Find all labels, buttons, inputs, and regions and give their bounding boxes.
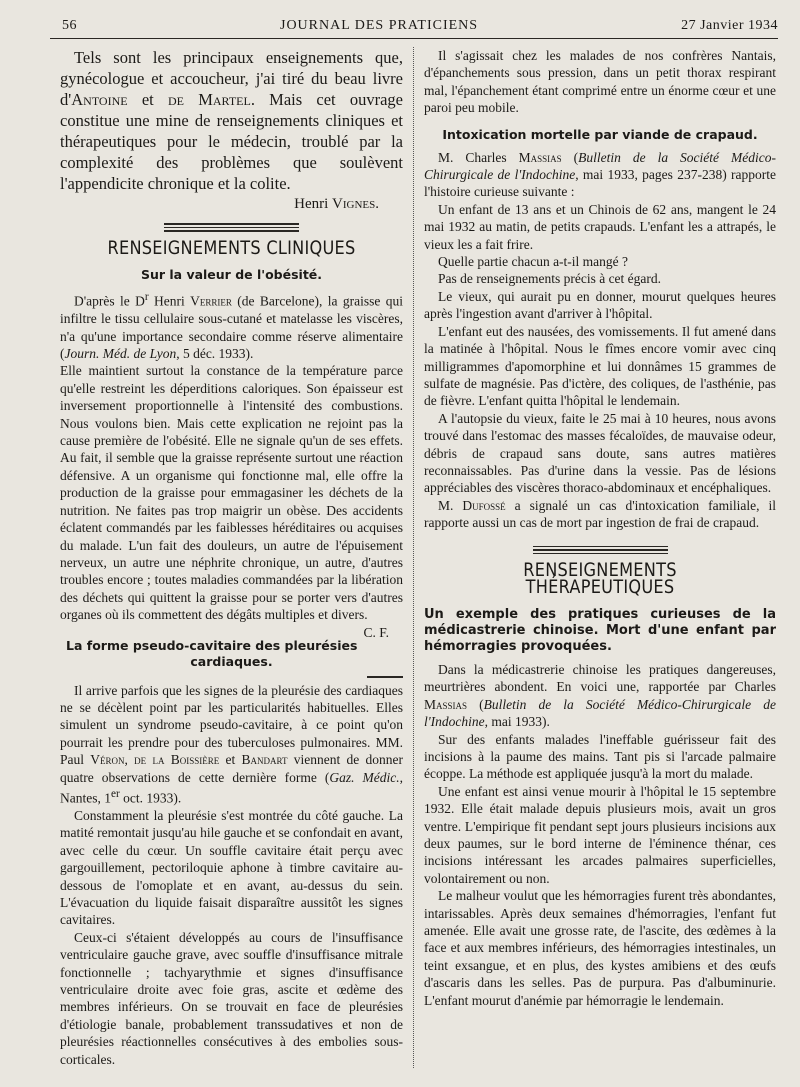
section-title-therapeutic: RENSEIGNEMENTS THÉRAPEUTIQUES [523, 559, 677, 599]
right-column [413, 47, 776, 1068]
section-divider [164, 223, 299, 232]
page-header [50, 18, 778, 39]
toad-paragraph-4: Pas de renseignements précis à cet égard. [438, 271, 662, 287]
author-signature: Henri Vignes. [294, 196, 379, 212]
pleurisy-paragraph-1: Il arrive parfois que les signes de la pleurésie des cardiaques ne se décèlent point par les particularités habituelles. Elles simulent un syndrome pseudo-cavitaire, à ce point qu'on pourrait les prendre pour des tuberculoses pulmonaires. MM. Paul Véron, de la Boissière et Bandart viennent de donner quatre observations de cette dernière forme (Gaz. Médic., Nantes, 1er oct. 1933). [60, 682, 404, 806]
article-title-obesity: Sur la valeur de l'obésité. [140, 267, 323, 283]
toad-paragraph-5: Le vieux, qui aurait pu en donner, mourut quelques heures après l'ingestion avant d'arriver à l'hôpital. [424, 288, 776, 322]
therapy-paragraph-2: Sur des enfants malades l'ineffable guérisseur fait des incisions à la paume des mains. Tant pis si l'arcade palmaire écoppe. La méthode est appliquée jusqu'à la mort du malade. [424, 731, 776, 782]
journal-title: JOURNAL DES PRATICIENS [280, 18, 479, 33]
pleurisy-paragraph-3: Ceux-ci s'étaient développés au cours de l'insuffisance ventriculaire gauche grave, avec souffle d'insuffisance mitrale fonctionnelle ; tachyarythmie et signes d'insuffisance ventriculaire droite avec foie gras, ascite et œdème des membres inférieurs. On se trouvait en face de pleurésies d'étiologie banale, probablement transsudatives et non de pleurésies réactionnelles consécutives à des embolies sous-corticales. [60, 929, 403, 1067]
obesity-signature: C. F. [363, 624, 389, 640]
pleurisy-paragraph-2: Constamment la pleurésie s'est montrée du côté gauche. La matité remontait jusqu'au hile gauche et se confondait en avant, avec celle du cœur. Un souffle cavitaire était perçu avec gargouillement, pectoriloquie aphone à timbre cavitaire au-dessous de l'omoplate et en avant, au-dessus du sein. L'évacuation du liquide faisait disparaître aussitôt les signes cavitaires. [60, 807, 403, 928]
page-number: 56 [62, 18, 77, 33]
intro-paragraph: Tels sont les principaux enseignements que, gynécologue et accoucheur, j'ai tiré du beau livre d'Antoine et de Martel. Mais cet ouvrage constitue une mine de renseignements cliniques et thérapeutiques pour le médecin, troublé par la complexité des problèmes que soulèvent l'appendicite chronique et la colite. [60, 48, 403, 193]
title-underline [367, 676, 403, 678]
issue-date: 27 Janvier 1934 [681, 18, 778, 33]
toad-paragraph-2: Un enfant de 13 ans et un Chinois de 62 ans, mangent le 24 mai 1932 au matin, de petits crapauds. L'enfant les a attrapés, le vieux les a fait frire. [424, 201, 776, 252]
section-title-clinical: RENSEIGNEMENTS CLINIQUES [107, 236, 356, 259]
toad-paragraph-1: M. Charles Massias (Bulletin de la Société Médico-Chirurgicale de l'Indochine, mai 1933, pages 237-238) rapporte l'histoire curieuse suivante : [424, 149, 776, 200]
toad-paragraph-6: L'enfant eut des nausées, des vomissements. Il fut amené dans la matinée à l'hôpital. Nous le fîmes encore vomir avec cinq milligrammes d'apomorphine et lui donnâmes 15 grammes de sulfate de magnésie. Pas d'ictère, des coliques, de l'asthénie, pas de fièvre. L'enfant quitta l'hôpital le lendemain. [424, 323, 776, 409]
toad-paragraph-8: M. Dufossé a signalé un cas d'intoxication familiale, il rapporte aussi un cas de mort par ingestion de frai de crapaud. [424, 497, 776, 531]
toad-paragraph-3: Quelle partie chacun a-t-il mangé ? [438, 254, 629, 270]
obesity-paragraph-2: Elle maintient surtout la constance de la température parce qu'elle restreint les déperditions caloriques. Son épaisseur est inversement proportionnelle à l'intensité des combustions. Nous voulons bien. Mais cette explication ne rejoint pas la cause première de l'obésité. Elle ne signale qu'un de ses effets. Au fait, il semble que la graisse représente surtout une réaction défensive. A un organisme qui fonctionne mal, elle offre la production de la graisse pour emmagasiner les déchets de la nutrition. Ne faites pas trop maigrir un obèse. Des accidents éclatent commandés par les faiblesses héréditaires ou acquises du malade. L'un fait des douleurs, un autre de l'épuisement nerveux, un autre une néphrite chronique, un autre, d'autres troubles encore ; toutes maladies commandées par la libération des déchets qui quittent la graisse pour se porter vers d'autres organes où ils commettent des dégâts multiples et divers. C. F. [60, 363, 403, 640]
article-title-pleurisy: La forme pseudo-cavitaire des pleurésies cardiaques. [66, 637, 358, 669]
therapy-paragraph-3: Une enfant est ainsi venue mourir à l'hôpital le 15 septembre 1932. Elle était malade depuis plusieurs mois, avait un gros ventre. L'empirique fit pendant sept jours plusieurs incisions aux deux paumes, sur le bord interne de l'éminence thénar, ces incisions intéressant les arcades palmaires superficielles, volontairement ou non. [424, 783, 776, 886]
pleurisy-paragraph-4: Il s'agissait chez les malades de nos confrères Nantais, d'épanchements sous pression, dans un petit thorax respirant mal, l'épanchement étant comprimé entre un énorme cœur et une paroi peu mobile. [424, 48, 776, 116]
left-column [50, 47, 413, 1068]
therapy-paragraph-1: Dans la médicastrerie chinoise les pratiques dangereuses, meurtrières abondent. En voici une, rapportée par Charles Massias (Bulletin de la Société Médico-Chirurgicale de l'Indochine, mai 1933). [424, 661, 776, 730]
obesity-paragraph-1: D'après le $D^r$ Henri Verrier (de Barcelone), la graisse qui infiltre le tissu cellulaire sous-cutané et matelasse les viscères, n'a qu'une importance secondaire comme réserve alimentaire (Journ. Méd. de Lyon, 5 déc. 1933). [60, 291, 403, 362]
section-divider-2 [533, 546, 668, 555]
therapy-paragraph-4: Le malheur voulut que les hémorragies furent très abondantes, intarissables. Après deux semaines d'hémorragies, l'enfant fut amenée. Elle avait une grosse rate, de l'ascite, des œdèmes à la face et aux membres inférieurs, des hémorragies intestinales, un teint exsangue, et en plus, des kystes amibiens et des œufs d'ascaris dans les selles. Pas de purpura. Pas d'albuminurie. L'enfant mourut d'anémie par hémorragie le lendemain. [424, 888, 776, 1008]
article-title-chinese-practice: Un exemple des pratiques curieuses de la médicastrerie chinoise. Mort d'une enfant par hémorragies provoquées. [424, 606, 776, 654]
article-title-toad: Intoxication mortelle par viande de crapaud. [442, 126, 758, 142]
toad-paragraph-7: A l'autopsie du vieux, faite le 25 mai à 10 heures, nous avons trouvé dans l'estomac des masses fécaloïdes, de mauvaise odeur, débris de crapaud sans doute, sans autres matières reconnaissables. Pas d'urine dans la vessie. Pas de lésions appréciables des viscères thoraco-abdominaux et encéphaliques. [424, 410, 776, 496]
